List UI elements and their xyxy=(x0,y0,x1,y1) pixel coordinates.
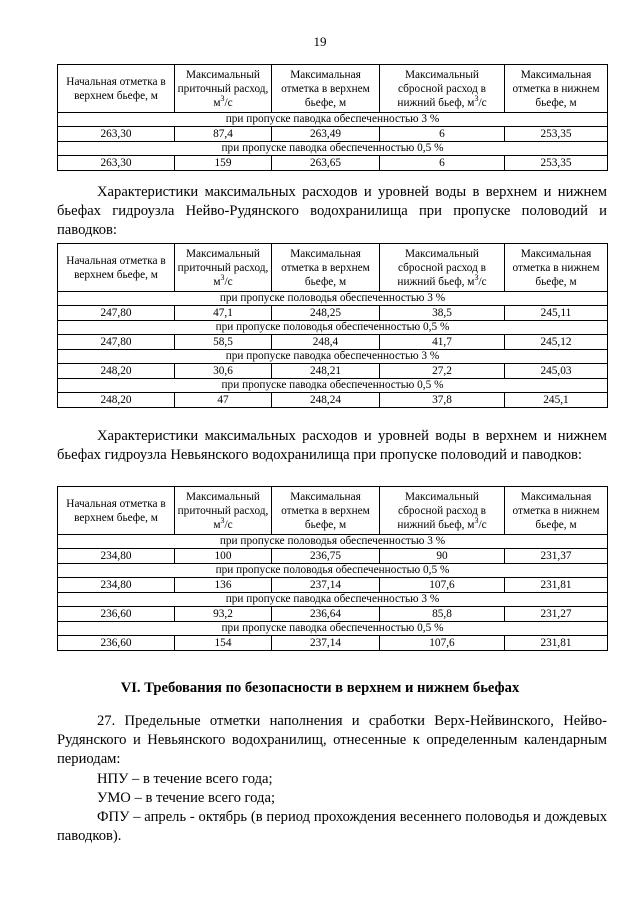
table-row xyxy=(58,393,608,408)
table-row xyxy=(58,549,608,564)
table-cell: 248,4 xyxy=(272,335,380,350)
table-cell: 236,60 xyxy=(58,607,175,622)
table-cell: 234,80 xyxy=(58,578,175,593)
table-cell: 6 xyxy=(380,127,505,142)
list-item-fpu: ФПУ – апрель - октябрь (в период прохождения весеннего половодья и дождевых паводков). xyxy=(57,809,607,844)
table-cell: 159 xyxy=(175,156,272,171)
table-header-row xyxy=(58,244,608,292)
section-heading: VI. Требования по безопасности в верхнем и нижнем бьефах xyxy=(120,680,520,696)
list-item-npu: НПУ – в течение всего года; xyxy=(97,771,273,787)
table-cell: 6 xyxy=(380,156,505,171)
header-max-upper-level: Максимальная отметка в верхнем бьефе, м xyxy=(272,487,380,535)
condition-label: при пропуске паводка обеспеченностью 3 % xyxy=(58,593,608,607)
header-max-lower-level: Максимальная отметка в нижнем бьефе, м xyxy=(505,244,608,292)
table-cell: 37,8 xyxy=(380,393,505,408)
table-cell: 85,8 xyxy=(380,607,505,622)
table-cell: 248,24 xyxy=(272,393,380,408)
paragraph-neivo-rudyanskoe: Характеристики максимальных расходов и уровней воды в верхнем и нижнем бьефах гидроузла Нейво-Рудянского водохранилища при пропуске половодий и паводков: xyxy=(57,184,607,238)
condition-row xyxy=(58,535,608,549)
discharge-table-3 xyxy=(57,486,608,651)
condition-label: при пропуске половодья обеспеченностью 0,5 % xyxy=(58,564,608,578)
table-cell: 236,60 xyxy=(58,636,175,651)
condition-row xyxy=(58,113,608,127)
table-row xyxy=(58,156,608,171)
condition-label: при пропуске паводка обеспеченностью 0,5 % xyxy=(58,622,608,636)
table-cell: 248,20 xyxy=(58,393,175,408)
table-cell: 253,35 xyxy=(505,156,608,171)
table-cell: 247,80 xyxy=(58,306,175,321)
table-cell: 253,35 xyxy=(505,127,608,142)
table-cell: 58,5 xyxy=(175,335,272,350)
table-header-row xyxy=(58,487,608,535)
header-max-lower-level: Максимальная отметка в нижнем бьефе, м xyxy=(505,487,608,535)
table-cell: 231,37 xyxy=(505,549,608,564)
condition-row xyxy=(58,379,608,393)
table-cell: 47 xyxy=(175,393,272,408)
condition-row xyxy=(58,622,608,636)
condition-row xyxy=(58,593,608,607)
table-cell: 136 xyxy=(175,578,272,593)
header-initial-level: Начальная отметка в верхнем бьефе, м xyxy=(58,487,175,535)
table-cell: 237,14 xyxy=(272,636,380,651)
table-row xyxy=(58,335,608,350)
table-cell: 263,49 xyxy=(272,127,380,142)
page-number: 19 xyxy=(313,34,327,49)
table-cell: 93,2 xyxy=(175,607,272,622)
table-cell: 263,30 xyxy=(58,127,175,142)
table-cell: 248,20 xyxy=(58,364,175,379)
table-cell: 231,81 xyxy=(505,636,608,651)
condition-label: при пропуске паводка обеспеченностью 3 % xyxy=(58,350,608,364)
table-row xyxy=(58,306,608,321)
table-cell: 236,64 xyxy=(272,607,380,622)
discharge-table-1 xyxy=(57,64,608,171)
header-max-inflow: Максимальный приточный расход, $м^3/с$ xyxy=(175,244,272,292)
header-max-upper-level: Максимальная отметка в верхнем бьефе, м xyxy=(272,65,380,113)
header-initial-level: Начальная отметка в верхнем бьефе, м xyxy=(58,244,175,292)
table-cell: 154 xyxy=(175,636,272,651)
table-cell: 231,81 xyxy=(505,578,608,593)
table-row xyxy=(58,127,608,142)
table-cell: 245,1 xyxy=(505,393,608,408)
condition-row xyxy=(58,321,608,335)
table-row xyxy=(58,364,608,379)
header-max-upper-level: Максимальная отметка в верхнем бьефе, м xyxy=(272,244,380,292)
table-cell: 236,75 xyxy=(272,549,380,564)
table-cell: 237,14 xyxy=(272,578,380,593)
list-item-umo: УМО – в течение всего года; xyxy=(97,790,275,806)
table-cell: 38,5 xyxy=(380,306,505,321)
paragraph-nevyanskoe: Характеристики максимальных расходов и уровней воды в верхнем и нижнем бьефах гидроузла Невьянского водохранилища при пропуске половодий и паводков: xyxy=(57,428,607,463)
table-cell: 87,4 xyxy=(175,127,272,142)
header-max-lower-level: Максимальная отметка в нижнем бьефе, м xyxy=(505,65,608,113)
condition-label: при пропуске половодья обеспеченностью 0,5 % xyxy=(58,321,608,335)
table-header-row xyxy=(58,65,608,113)
table-cell: 47,1 xyxy=(175,306,272,321)
table-cell: 41,7 xyxy=(380,335,505,350)
table-cell: 245,12 xyxy=(505,335,608,350)
table-cell: 90 xyxy=(380,549,505,564)
table-cell: 245,03 xyxy=(505,364,608,379)
discharge-table-2 xyxy=(57,243,608,408)
table-cell: 27,2 xyxy=(380,364,505,379)
table-cell: 245,11 xyxy=(505,306,608,321)
table-cell: 247,80 xyxy=(58,335,175,350)
condition-label: при пропуске паводка обеспеченностью 0,5 % xyxy=(58,142,608,156)
table-cell: 107,6 xyxy=(380,578,505,593)
header-initial-level: Начальная отметка в верхнем бьефе, м xyxy=(58,65,175,113)
header-max-discharge: Максимальный сбросной расход в нижний бьеф, $м^3/с$ xyxy=(380,65,505,113)
condition-row xyxy=(58,142,608,156)
table-cell: 231,27 xyxy=(505,607,608,622)
table-cell: 263,30 xyxy=(58,156,175,171)
table-row xyxy=(58,636,608,651)
condition-label: при пропуске паводка обеспеченностью 3 % xyxy=(58,113,608,127)
paragraph-27: 27. Предельные отметки наполнения и сработки Верх-Нейвинского, Нейво-Рудянского и Невьянского водохранилищ, отнесенные к определенным календарным периодам: xyxy=(57,713,607,767)
condition-row xyxy=(58,350,608,364)
header-max-discharge: Максимальный сбросной расход в нижний бьеф, $м^3/с$ xyxy=(380,244,505,292)
condition-label: при пропуске паводка обеспеченностью 0,5 % xyxy=(58,379,608,393)
condition-label: при пропуске половодья обеспеченностью 3 % xyxy=(58,292,608,306)
table-cell: 234,80 xyxy=(58,549,175,564)
table-cell: 30,6 xyxy=(175,364,272,379)
table-cell: 248,21 xyxy=(272,364,380,379)
table-cell: 248,25 xyxy=(272,306,380,321)
condition-row xyxy=(58,564,608,578)
table-cell: 263,65 xyxy=(272,156,380,171)
condition-row xyxy=(58,292,608,306)
header-max-discharge: Максимальный сбросной расход в нижний бьеф, $м^3/с$ xyxy=(380,487,505,535)
condition-label: при пропуске половодья обеспеченностью 3 % xyxy=(58,535,608,549)
table-row xyxy=(58,578,608,593)
header-max-inflow: Максимальный приточный расход, $м^3/с$ xyxy=(175,65,272,113)
table-cell: 107,6 xyxy=(380,636,505,651)
table-row xyxy=(58,607,608,622)
table-cell: 100 xyxy=(175,549,272,564)
header-max-inflow: Максимальный приточный расход, $м^3/с$ xyxy=(175,487,272,535)
